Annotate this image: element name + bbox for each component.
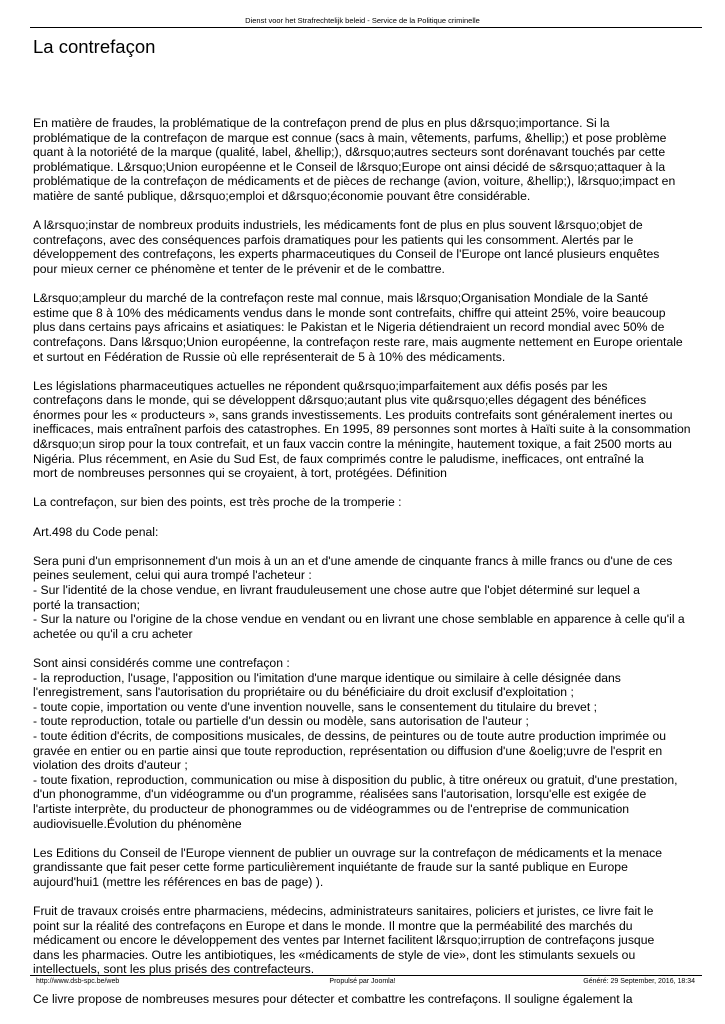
paragraph-line: porté la transaction; (33, 597, 141, 612)
paragraph-line: développement des contrefaçons, les experts pharmaceutiques du Conseil de l'Europe ont lancé plusieurs enquêtes (33, 247, 660, 262)
paragraph (33, 904, 708, 977)
paragraph-line: Les législations pharmaceutiques actuelles ne répondent qu&rsquo;imparfaitement aux défis posés par les (33, 378, 608, 393)
paragraph-line: - Sur la nature ou l'origine de la chose vendue en vendant ou en livrant une chose semblable en apparence à celle qu'il a (33, 612, 685, 627)
paragraph (33, 846, 708, 890)
paragraph (33, 495, 708, 510)
page-title: La contrefaçon (33, 36, 156, 57)
paragraph-line: - toute fixation, reproduction, communication ou mise à disposition du public, à titre onéreux ou gratuit, d'une prestation, (33, 772, 678, 787)
paragraph-line: d&rsquo;un sirop pour la toux contrefait, et un faux vaccin contre la méningite, hautement toxique, a fait 2500 morts au (33, 437, 672, 452)
paragraph-line: Nigéria. Plus récemment, en Asie du Sud Est, de faux comprimés contre le paludisme, inefficaces, ont entraîné la (33, 451, 644, 466)
paragraph (33, 525, 708, 540)
paragraph-line: violation des droits d'auteur ; (33, 758, 188, 773)
paragraph-line: estime que 8 à 10% des médicaments vendus dans le monde sont contrefaits, chiffre qui atteint 25%, voire beaucoup (33, 305, 666, 320)
paragraph (33, 291, 708, 364)
footer-powered-by: Propulsé par Joomla! (329, 978, 396, 985)
paragraph-line: problématique de la contrefaçon de marque est connue (sacs à main, vêtements, parfums, &hellip;) et pose problème (33, 130, 667, 145)
paragraph-line: médicament ou encore le développement des ventes par Internet facilitent l&rsquo;irruption de contrefaçons jusque (33, 933, 655, 948)
header-divider (30, 27, 702, 28)
paragraph-line: Les Editions du Conseil de l'Europe viennent de publier un ouvrage sur la contrefaçon de médicaments et la menace (33, 845, 663, 860)
paragraph-line: matière de santé publique, d&rsquo;emploi et d&rsquo;économie pouvant être considérable. (33, 188, 531, 203)
paragraph-line: Sera puni d'un emprisonnement d'un mois à un an et d'une amende de cinquante francs à mille francs ou d'une de ces (33, 553, 673, 568)
paragraph-line: - Sur l'identité de la chose vendue, en livrant frauduleusement une chose autre que l'objet déterminé sur lequel a (33, 583, 640, 597)
paragraph-line: pour mieux cerner ce phénomène et tenter de le prévenir et de le combattre. (33, 261, 445, 276)
paragraph-line: contrefaçons. Dans l&rsquo;Union européenne, la contrefaçon reste rare, mais augmente nettement en Europe orientale (33, 334, 683, 349)
paragraph-line: Fruit de travaux croisés entre pharmaciens, médecins, administrateurs sanitaires, policiers et juristes, ce livre fait le (33, 904, 654, 919)
paragraph-line: problématique. L&rsquo;Union européenne et le Conseil de l&rsquo;Europe ont ainsi décidé de s&rsquo;attaquer à la (33, 159, 666, 174)
paragraph-line: La contrefaçon, sur bien des points, est très proche de la tromperie : (33, 495, 402, 510)
paragraph-line: point sur la réalité des contrefaçons en Europe et dans le monde. Il montre que la perméabilité des marchés du (33, 918, 633, 933)
paragraph-line: et surtout en Fédération de Russie où elle représenterait de 5 à 10% des médicaments. (33, 349, 506, 364)
paragraph (33, 379, 708, 481)
paragraph-line: grandissante que fait peser cette forme particulièrement inquiétante de fraude sur la santé publique en Europe (33, 860, 628, 875)
footer-divider (30, 975, 702, 976)
paragraph-line: achetée ou qu'il a cru acheter (33, 626, 193, 641)
article-body (33, 116, 708, 1021)
paragraph-line: Art.498 du Code penal: (33, 524, 159, 539)
paragraph (33, 116, 708, 204)
paragraph-line: aujourd'hui1 (mettre les références en bas de page) ). (33, 874, 324, 889)
paragraph-line: quant à la notoriété de la marque (qualité, label, &hellip;), d&rsquo;autres secteurs sont dorénavant touchés par cette (33, 145, 666, 160)
paragraph-line: dans les pharmacies. Outre les antibiotiques, les «médicaments de style de vie», dont les stimulants sexuels ou (33, 947, 636, 962)
paragraph-line: Ce livre propose de nombreuses mesures pour détecter et combattre les contrefaçons. Il souligne également la (33, 991, 633, 1006)
paragraph-line: l'enregistrement, sans l'autorisation du propriétaire ou du bénéficiaire du droit exclusif d'exploitation ; (33, 685, 574, 700)
paragraph-line: Sont ainsi considérés comme une contrefaçon : (33, 655, 290, 670)
paragraph-line: En matière de fraudes, la problématique de la contrefaçon prend de plus en plus d&rsquo;importance. Si la (33, 116, 610, 130)
paragraph-line: contrefaçons, avec des conséquences parfois dramatiques pour les patients qui les consomment. Alertés par le (33, 232, 634, 247)
footer-generated-date: Généré: 29 September, 2016, 18:34 (583, 978, 695, 985)
paragraph-line: mort de nombreuses personnes qui se croyaient, à tort, protégées. Définition (33, 466, 447, 481)
paragraph-line: inefficaces, mais entraînent parfois des catastrophes. En 1995, 89 personnes sont mortes à Haïti suite à la consommation (33, 422, 691, 437)
paragraph-line: - toute édition d'écrits, de compositions musicales, de dessins, de peintures ou de toute autre production imprimée ou (33, 728, 667, 743)
paragraph-line: L&rsquo;ampleur du marché de la contrefaçon reste mal connue, mais l&rsquo;Organisation Mondiale de la Santé (33, 291, 649, 306)
paragraph-line: - la reproduction, l'usage, l'apposition ou l'imitation d'une marque identique ou similaire à celle désignée dans (33, 670, 621, 685)
paragraph (33, 554, 708, 642)
paragraph (33, 992, 708, 1007)
paragraph-line: énormes pour les « producteurs », sans grands investissements. Les produits contrefaits sont généralement inertes ou (33, 407, 673, 422)
paragraph-line: plus dans certains pays africains et asiatiques: le Pakistan et le Nigeria détiendraient un record mondial avec 50% de (33, 320, 665, 335)
paragraph (33, 218, 708, 276)
paragraph-line: A l&rsquo;instar de nombreux produits industriels, les médicaments font de plus en plus souvent l&rsquo;objet de (33, 218, 643, 233)
footer-url: http://www.dsb-spc.be/web (36, 978, 120, 985)
paragraph-line: problématique de la contrefaçon de médicaments et de pièces de rechange (avion, voiture, &hellip;), l&rsquo;impact en (33, 174, 676, 189)
paragraph-line: intellectuels, sont les plus prisés des contrefacteurs. (33, 962, 315, 977)
paragraph-line: - toute copie, importation ou vente d'une invention nouvelle, sans le consentement du titulaire du brevet ; (33, 699, 597, 714)
paragraph-line: audiovisuelle.Évolution du phénomène (33, 816, 242, 831)
paragraph (33, 656, 708, 831)
paragraph-line: l'artiste interprète, du producteur de phonogrammes ou de vidéogrammes ou de l'entreprise de communication (33, 801, 630, 816)
page-footer (0, 977, 725, 987)
page-header: Dienst voor het Strafrechtelijk beleid - Service de la Politique criminelle (245, 16, 480, 25)
paragraph-line: gravée en entier ou en partie ainsi que toute reproduction, représentation ou diffusion d'une &oelig;uvre de l'esprit en (33, 743, 663, 758)
paragraph-line: contrefaçons dans le monde, qui se développent d&rsquo;autant plus vite qu&rsquo;elles dégagent des bénéfices (33, 393, 647, 408)
paragraph-line: peines seulement, celui qui aura trompé l'acheteur : (33, 568, 312, 583)
paragraph-line: - toute reproduction, totale ou partielle d'un dessin ou modèle, sans autorisation de l'auteur ; (33, 714, 529, 729)
paragraph-line: d'un phonogramme, d'un vidéogramme ou d'un programme, réalisées sans l'autorisation, lorsqu'elle est exigée de (33, 787, 647, 802)
